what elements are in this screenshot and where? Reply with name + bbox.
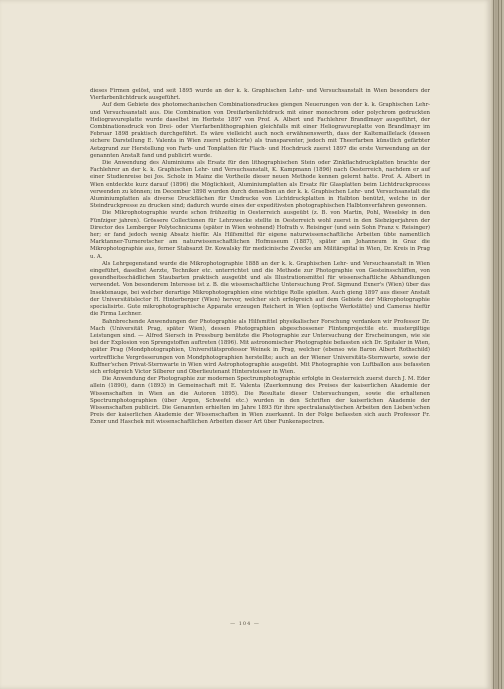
gutter-edge-line	[493, 0, 494, 689]
paragraph: dieses Firmen gelöst, und seit 1895 wurde an der k. k. Graphischen Lehr- und Versuchsanstalt in Wien besonders der Vierfarbenlichtdruck ausgeführt.	[90, 88, 430, 102]
paragraph: Die Mikrophotographie wurde schon frühzeitig in Oesterreich ausgeübt (z. B. von Martin, Pohl, Weselsky in den Fünfziger jahren). Grössere Collectionen für Lehrzwecke stellte in Oesterreich wohl zuerst in den Siebzigerjahren der Director des Lemberger Polytechnicums (später in Wien wohnend) Hofrath v. Reisinger (und sein Sohn Franz v. Reisinger) her; er fand jedoch wenig Absatz hiefür. Als Hilfsmittel für eigene naturwissenschaftliche Arbeiten übte namentlich Marktanner-Turneretscher am naturwissenschaftlichen Hofmuseum (1887), später am Johanneum in Graz die Mikrophotographie aus, ferner Stabsarzt Dr. Kowalsky für medicinische Zwecke am Militärspital in Wien, Dr. Kreis in Prag u. A.	[90, 210, 430, 260]
gutter-edge-line	[498, 0, 499, 689]
paragraph: Die Anwendung des Aluminiums als Ersatz für den lithographischen Stein oder Zinkflachdruckplatten brachte der Fachlehrer an der k. k. Graphischen Lehr- und Versuchsanstalt, K. Kampmann (1896) nach Oesterreich, nachdem er auf einer Studienreise bei Jos. Scholz in Mainz die Vortheile dieser neuen Methode kennen gelernt hatte. Prof. A. Albert in Wien entdeckte kurz darauf (1896) die Möglichkeit, Aluminiumplatten als Ersatz für Glasplatten beim Lichtdruckprocess verwenden zu können; im December 1898 wurden durch denselben an der k. k. Graphischen Lehr- und Versuchsanstalt die Aluminiumplatten als diverse Druckflächen für Umdrucke von Lichtdruckplatten in Halbton benützt, welche in der Steindruckpresse zu drucken sind; dadurch wurde eines der expeditivsten photographischen Halbtonverfahren gewonnen.	[90, 160, 430, 210]
page-number: — 104 —	[230, 621, 260, 627]
paragraph: Bahnbrechende Anwendungen der Photographie als Hilfsmittel physikalischer Forschung verdanken wir Professor Dr. Mach (Universität Prag, später Wien), dessen Photographien abgeschossener Flintenprojectile etc. mustergiltige Leistungen sind. — Alfred Siersch in Pressburg benützte die Photographie zur Untersuchung der Erscheinungen, wie sie bei der Explosion von Sprengstoffen auftreten (1896). Mit astronomischer Photographie befassten sich Dr. Spitaler in Wien, später Prag (Mondphotographien, Universitätsprofessor Weinek in Prag, welcher (ebenso wie Baron Albert Rothschild) vortreffliche Vergrösserungen von Mondphotographien herstellte; auch an der Wiener Universitäts-Sternwarte, sowie der Kuffner'schen Privat-Sternwarte in Wien wird Astrophotographie ausgeübt. Mit Photographie von Luftballon aus befassten sich erfolgreich Victor Silberer und Oberlieutenant Hinterstoisser in Wien.	[90, 318, 430, 375]
paragraph: Als Lehrgegenstand wurde die Mikrophotographie 1888 an der k. k. Graphischen Lehr- und Versuchsanstalt in Wien eingeführt, daselbst Aerzte, Techniker etc. unterrichtet und die Methode zur Photographie von Gesteinsschliffen, von gesundheitsschädlichen Staubarten praktisch ausgeübt und als Illustrationsmittel für wissenschaftliche Abhandlungen verwendet. Von besonderem Interesse ist z. B. die wissenschaftliche Untersuchung Prof. Sigmund Exner's (Wien) über das Insektenauge, bei welcher derartige Mikrophotographien eine wichtige Rolle spielten. Auch gieng 1897 aus dieser Anstalt der Universitätslector H. Hinterberger (Wien) hervor, welcher sich erfolgreich auf dem Gebiete der Mikrophotographie specialisirte. Gute mikrophotographische Apparate erzeugen Reichert in Wien (optische Werkstätte) und Cameras hiefür die Firma Lechner.	[90, 260, 430, 318]
body-text	[90, 88, 430, 427]
gutter-edge-line	[501, 0, 502, 689]
paragraph: Die Anwendung der Photographie zur modernen Spectrumphotographie erfolgte in Oesterreich zuerst durch J. M. Eder allein (1890), dann (1893) in Gemeinschaft mit E. Valenta (Zuerkennung des Preises der kaiserlichen Akademie der Wissenschaften in Wien an die Autoren 1895). Die Resultate dieser Untersuchungen, sowie die erhaltenen Spectrumphotographien (über Argon, Schwefel etc.) wurden in den Schriften der kaiserlichen Akademie der Wissenschaften publicirt. Die Genannten erhielten im Jahre 1893 für ihre spectralanalytischen Arbeiten den Lieben'schen Preis der kaiserlichen Akademie der Wissenschaften in Wien zuerkannt. In der Folge befassten sich auch Professor Fr. Exner und Haschek mit wissenschaftlichen Arbeiten dieser Art über Funkenspectren.	[90, 376, 430, 426]
paragraph: Auf dem Gebiete des photomechanischen Combinationsdruckes giengen Neuerungen von der k. k. Graphischen Lehr- und Versuchsanstalt aus. Die Combination von Dreifarbenlichtdruck mit einer monochrom oder polychrom gedruckten Heliogravureplatte wurde daselbst im Herbste 1897 von Prof. A. Albert und Fachlehrer Brandlmayr ausgeführt, der Combinationsdruck von Drei- oder Vierfarbenlithographien gleichfalls mit einer Heliogravureplatte von Brandlmayr im Februar 1898 praktisch durchgeführt. Es wäre vielleicht auch noch erwähnenswerth, dass der Kaltemaillelack (dessen sichere Darstellung E. Valenta in Wien zuerst publicirte) als transparenter, jedoch mit Theerfarben künstlich gefärbter Aetzgrund zur Herstellung von Farb- und Tonplatten für Flach- und Hochdruck zuerst 1897 die erste Verwendung an der genannten Anstalt fand und publicirt wurde.	[90, 102, 430, 159]
book-gutter	[490, 0, 504, 689]
